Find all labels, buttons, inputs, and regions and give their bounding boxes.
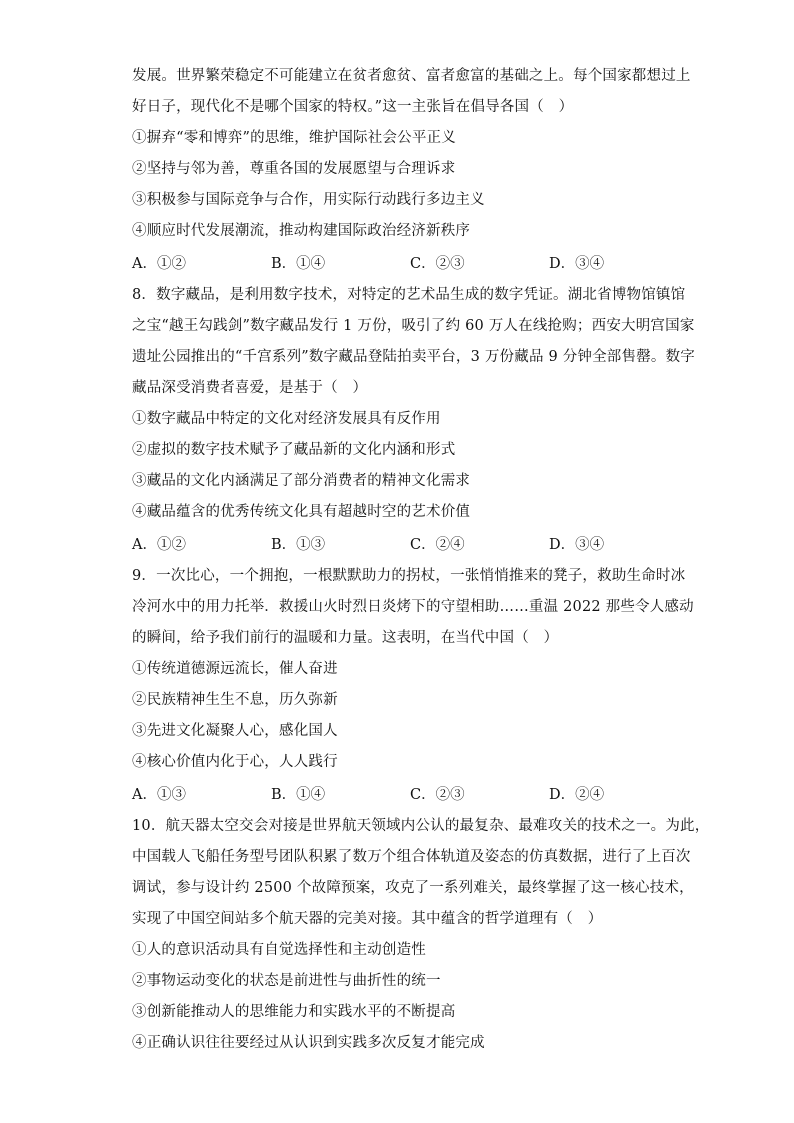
q7-option-b[interactable]: B．①④ bbox=[271, 256, 326, 272]
q9-stem-line: 冷河水中的用力托举．救援山火时烈日炎烤下的守望相助……重温 2022 那些令人感动 bbox=[132, 599, 694, 615]
q8-statement-3: ③藏品的文化内涵满足了部分消费者的精神文化需求 bbox=[132, 473, 471, 489]
q7-option-d[interactable]: D．③④ bbox=[549, 256, 605, 272]
q8-statement-1: ①数字藏品中特定的文化对经济发展具有反作用 bbox=[132, 411, 441, 427]
q8-statement-4: ④藏品蕴含的优秀传统文化具有超越时空的艺术价值 bbox=[132, 504, 471, 520]
q7-options bbox=[132, 254, 692, 274]
q10-statement-2: ②事物运动变化的状态是前进性与曲折性的统一 bbox=[132, 973, 441, 989]
q9-options bbox=[132, 785, 692, 805]
q9-option-b[interactable]: B．①④ bbox=[271, 787, 326, 803]
q8-stem-line: 8．数字藏品，是利用数字技术，对特定的艺术品生成的数字凭证。湖北省博物馆镇馆 bbox=[132, 287, 686, 303]
q9-statement-1: ①传统道德源远流长，催人奋进 bbox=[132, 661, 338, 677]
q10-stem-line: 调试，参与设计约 2500 个故障预案，攻克了一系列难关，最终掌握了这一核心技术， bbox=[132, 880, 694, 896]
q8-stem-line: 之宝“越王勾践剑”数字藏品发行 1 万份，吸引了约 60 万人在线抢购；西安大明宫国家 bbox=[132, 318, 695, 334]
q10-statement-3: ③创新能推动人的思维能力和实践水平的不断提高 bbox=[132, 1004, 456, 1020]
q7-stem-line: 发展。世界繁荣稳定不可能建立在贫者愈贫、富者愈富的基础之上。每个国家都想过上 bbox=[132, 68, 691, 84]
q10-statement-4: ④正确认识往往要经过从认识到实践多次反复才能完成 bbox=[132, 1035, 485, 1051]
q9-statement-3: ③先进文化凝聚人心，感化国人 bbox=[132, 723, 338, 739]
q10-stem-line: 10．航天器太空交会对接是世界航天领域内公认的最复杂、最难攻关的技术之一。为此， bbox=[132, 818, 710, 834]
q7-statement-4: ④顺应时代发展潮流，推动构建国际政治经济新秩序 bbox=[132, 223, 471, 239]
q9-option-c[interactable]: C．②③ bbox=[410, 787, 465, 803]
q7-statement-1: ①摒弃“零和博弈”的思维，维护国际社会公平正义 bbox=[132, 130, 456, 146]
q8-option-c[interactable]: C．②④ bbox=[410, 537, 465, 553]
q9-stem-line: 9．一次比心，一个拥抱，一根默默助力的拐杖，一张悄悄推来的凳子，救助生命时冰 bbox=[132, 568, 686, 584]
q9-stem-line: 的瞬间，给予我们前行的温暖和力量。这表明，在当代中国（ ） bbox=[132, 630, 559, 646]
q9-option-d[interactable]: D．②④ bbox=[549, 787, 605, 803]
q7-stem-line: 好日子，现代化不是哪个国家的特权。”这一主张旨在倡导各国（ ） bbox=[132, 99, 574, 115]
q9-statement-2: ②民族精神生生不息，历久弥新 bbox=[132, 692, 338, 708]
q10-stem-line: 中国载人飞船任务型号团队积累了数万个组合体轨道及姿态的仿真数据，进行了上百次 bbox=[132, 849, 691, 865]
q7-option-c[interactable]: C．②③ bbox=[410, 256, 465, 272]
q8-stem-line: 遗址公园推出的“千宫系列”数字藏品登陆拍卖平台，3 万份藏品 9 分钟全部售罄。数字 bbox=[132, 349, 696, 365]
q7-statement-2: ②坚持与邻为善，尊重各国的发展愿望与合理诉求 bbox=[132, 161, 456, 177]
q7-statement-3: ③积极参与国际竞争与合作，用实际行动践行多边主义 bbox=[132, 192, 485, 208]
q8-options bbox=[132, 535, 692, 555]
q9-statement-4: ④核心价值内化于心，人人践行 bbox=[132, 754, 338, 770]
q7-option-a[interactable]: A．①② bbox=[132, 256, 186, 272]
q10-statement-1: ①人的意识活动具有自觉选择性和主动创造性 bbox=[132, 942, 426, 958]
q8-option-b[interactable]: B．①③ bbox=[271, 537, 326, 553]
q8-statement-2: ②虚拟的数字技术赋予了藏品新的文化内涵和形式 bbox=[132, 442, 456, 458]
q10-stem-line: 实现了中国空间站多个航天器的完美对接。其中蕴含的哲学道理有（ ） bbox=[132, 911, 603, 927]
q9-option-a[interactable]: A．①③ bbox=[132, 787, 186, 803]
q8-stem-line: 藏品深受消费者喜爱，是基于（ ） bbox=[132, 380, 368, 396]
q8-option-a[interactable]: A．①② bbox=[132, 537, 186, 553]
q8-option-d[interactable]: D．③④ bbox=[549, 537, 605, 553]
